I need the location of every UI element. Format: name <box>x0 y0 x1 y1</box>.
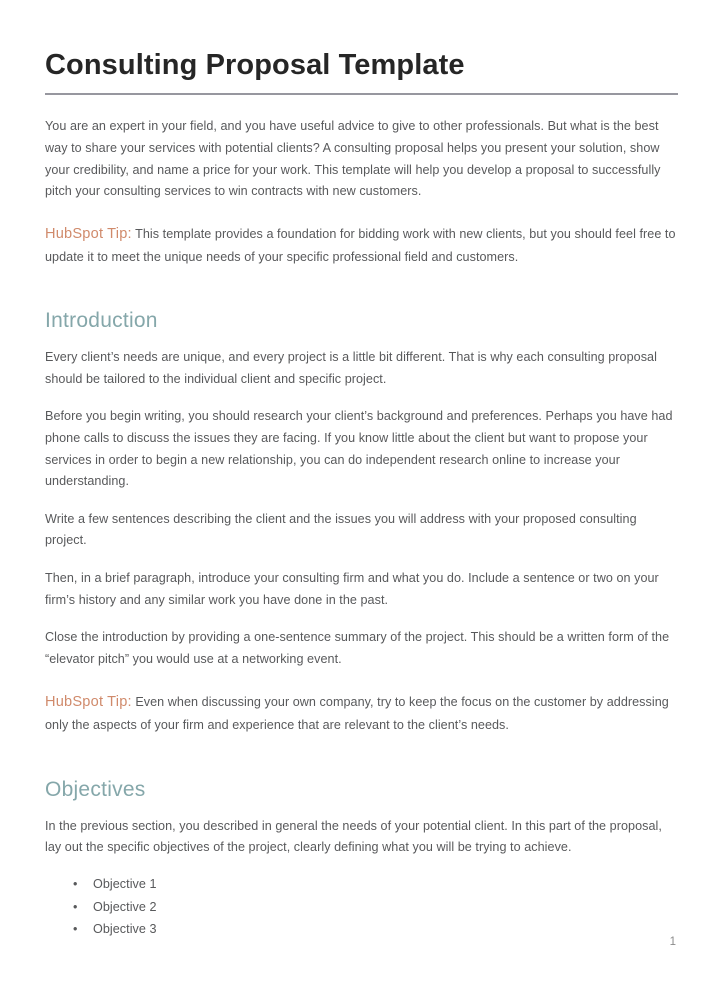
list-item-label: Objective 2 <box>93 899 157 914</box>
page-number: 1 <box>669 936 676 948</box>
list-item <box>45 873 679 895</box>
hubspot-tip-label: HubSpot Tip: <box>45 225 132 242</box>
introduction-paragraph-1: Every client’s needs are unique, and every project is a little bit different. That is why each consulting proposal should be tailored to the individual client and specific project. <box>45 349 657 386</box>
bullet-icon: • <box>73 877 78 892</box>
objectives-list <box>45 859 679 940</box>
introduction-paragraph-2: Before you begin writing, you should research your client’s background and preferences. Perhaps you have had phone calls to discuss the issues they are facing. If you know little about the client but want to propose your services in order to begin a new relationship, you can do independent research online to increase your understanding. <box>45 409 673 489</box>
section-heading-introduction: Introduction <box>45 308 158 332</box>
introduction-paragraph-4: Then, in a brief paragraph, introduce your consulting firm and what you do. Include a sentence or two on your firm’s history and any similar work you have done in the past. <box>45 571 659 607</box>
hubspot-tip-intro <box>45 203 679 269</box>
hubspot-tip-introduction <box>45 671 679 737</box>
introduction-paragraph-3: Write a few sentences describing the client and the issues you will address with your proposed consulting project. <box>45 511 637 548</box>
hubspot-tip-text: This template provides a foundation for bidding work with new clients, but you should feel free to update it to meet the unique needs of your specific professional field and customers. <box>45 226 676 264</box>
list-item-label: Objective 1 <box>93 877 157 892</box>
bullet-icon: • <box>73 921 78 936</box>
document-content <box>45 0 679 940</box>
intro-paragraph: You are an expert in your field, and you have useful advice to give to other professionals. But what is the best way to share your services with potential clients? A consulting proposal helps you present your solution, show your credibility, and name a price for your work. This template will help you develop a proposal to successfully pitch your consulting services to win contracts with new customers. <box>45 119 661 199</box>
list-item <box>45 918 679 940</box>
hubspot-tip-text: Even when discussing your own company, try to keep the focus on the customer by addressing only the aspects of your firm and experience that are relevant to the client’s needs. <box>45 694 669 732</box>
list-item-label: Objective 3 <box>93 921 157 936</box>
list-item <box>45 896 679 918</box>
hubspot-tip-label: HubSpot Tip: <box>45 693 132 710</box>
page-title: Consulting Proposal Template <box>45 49 465 81</box>
introduction-paragraph-5: Close the introduction by providing a one-sentence summary of the project. This should be a written form of the “elevator pitch” you would use at a networking event. <box>45 630 670 667</box>
bullet-icon: • <box>73 899 78 914</box>
section-heading-objectives: Objectives <box>45 777 146 801</box>
objectives-paragraph-1: In the previous section, you described in general the needs of your potential client. In this part of the proposal, lay out the specific objectives of the project, clearly defining what you will be trying to achieve. <box>45 818 662 855</box>
